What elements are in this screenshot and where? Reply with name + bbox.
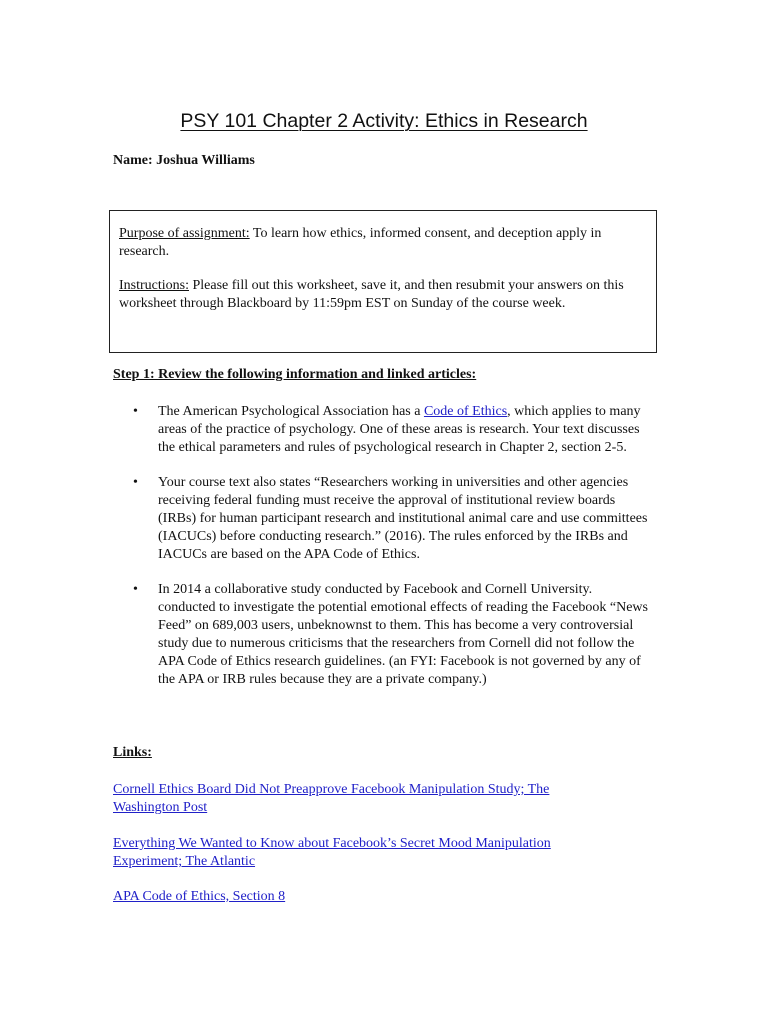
links-heading: Links: [113, 745, 152, 760]
list-item [113, 403, 653, 457]
bullet-text-before: The American Psychological Association has a [158, 404, 424, 419]
list-item [113, 474, 653, 564]
bullet-icon: • [133, 475, 138, 490]
bullet-text: Your course text also states “Researchers working in universities and other agencies receiving federal funding must receive the approval of institutional review boards (IRBs) for human participant research and institutional animal care and use committees (IACUCs) before conducting research.” (2016). The rules enforced by the IRBs and IACUCs are based on the APA Code of Ethics. [158, 475, 648, 562]
bullet-text-after: , which applies to many areas of the practice of psychology. One of these areas is research. Your text discusses the ethical parameters and rules of psychological research in Chapter 2, section 2-5. [158, 404, 641, 455]
purpose-paragraph [119, 225, 647, 261]
student-name-line [113, 153, 255, 169]
apa-section-8-link[interactable]: APA Code of Ethics, Section 8 [113, 889, 286, 904]
atlantic-link[interactable]: Everything We Wanted to Know about Facebook’s Secret Mood Manipulation Experiment; The Atlantic [113, 836, 551, 869]
bullet-icon: • [133, 404, 138, 419]
purpose-label: Purpose of assignment: [119, 226, 250, 241]
link-item-atlantic [113, 835, 613, 871]
name-label: Name: [113, 153, 153, 168]
document-title: PSY 101 Chapter 2 Activity: Ethics in Research [180, 110, 588, 132]
list-item [113, 581, 653, 689]
step1-bullet-list [113, 403, 653, 706]
instructions-paragraph [119, 277, 647, 313]
link-item-apa-section-8 [113, 888, 613, 906]
purpose-box [109, 210, 657, 353]
student-name: Joshua Williams [156, 153, 255, 168]
code-of-ethics-link[interactable]: Code of Ethics [423, 404, 508, 419]
instructions-label: Instructions: [119, 278, 189, 293]
instructions-text: Please fill out this worksheet, save it, and then resubmit your answers on this worksheet through Blackboard by 11:59pm EST on Sunday of the course week. [119, 278, 624, 311]
bullet-text: In 2014 a collaborative study conducted by Facebook and Cornell University. conducted to investigate the potential emotional effects of reading the Facebook “News Feed” on 689,003 users, unbeknownst to them. This has become a very controversial study due to numerous criticisms that the researchers from Cornell did not follow the APA Code of Ethics research guidelines. (an FYI: Facebook is not governed by any of the APA or IRB rules because they are a private company.) [158, 582, 648, 687]
bullet-icon: • [133, 582, 138, 597]
purpose-text: To learn how ethics, informed consent, and deception apply in research. [119, 226, 602, 259]
step1-heading: Step 1: Review the following information and linked articles: [113, 367, 477, 382]
washington-post-link[interactable]: Cornell Ethics Board Did Not Preapprove Facebook Manipulation Study; The Washington Post [113, 782, 550, 815]
link-item-washington-post [113, 781, 613, 817]
